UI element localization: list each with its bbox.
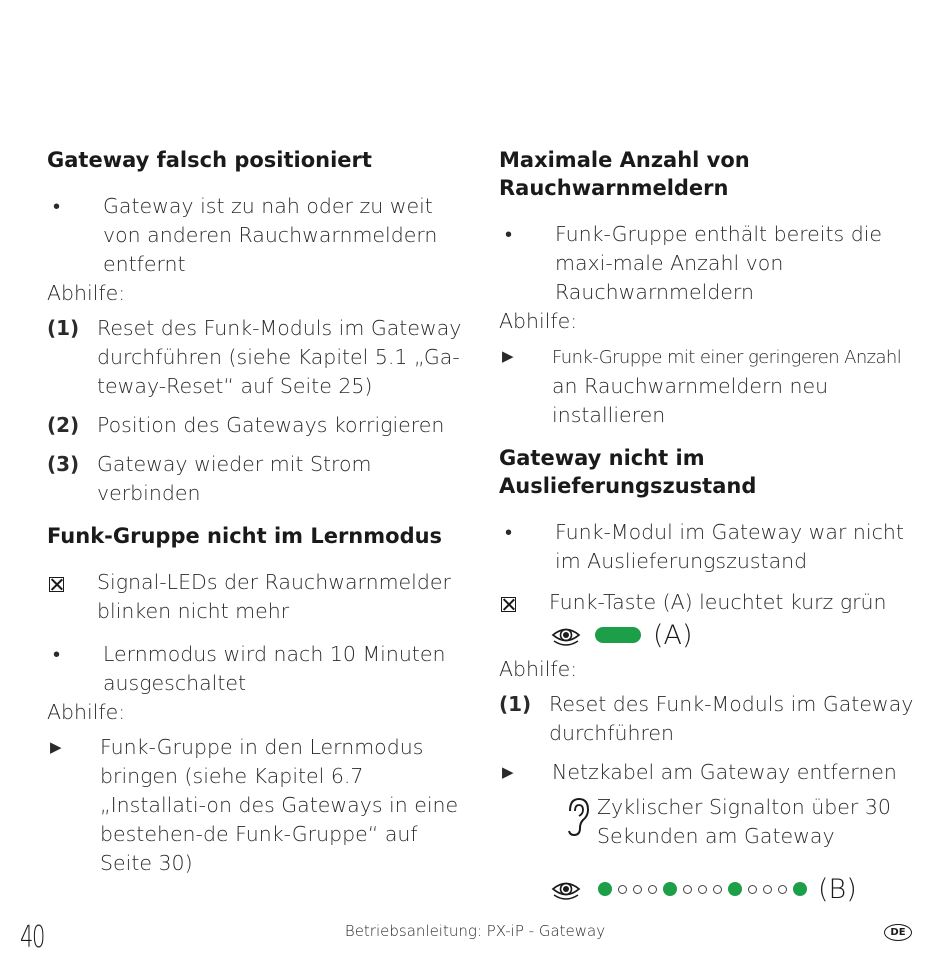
section-title-wrong-position: Gateway falsch positioniert: [47, 148, 372, 172]
list-item: • Lernmodus wird nach 10 Minuten ausgeschaltet: [47, 640, 467, 698]
remedy-label: Abhilfe:: [47, 700, 126, 724]
step-item: (3) Gateway wieder mit Strom verbinden: [47, 452, 372, 505]
checkbox-x-icon: [501, 597, 516, 612]
page-number: 40: [20, 920, 44, 955]
remedy-label: Abhilfe:: [499, 657, 578, 681]
action-item: ▶ Netzkabel am Gateway entfernen: [499, 758, 919, 787]
eye-icon: [551, 877, 581, 901]
triangle-right-icon: ▶: [502, 763, 514, 781]
led-blink-pattern-icon: [595, 882, 810, 896]
list-item: Funk-Taste (A) leuchtet kurz grün: [499, 588, 919, 617]
section-title-max-count: Maximale Anzahl von Rauchwarnmeldern: [499, 148, 750, 200]
step-item: (2) Position des Gateways korrigieren: [47, 413, 445, 437]
list-item: • Funk-Modul im Gateway war nicht im Auslieferungszustand: [499, 518, 919, 576]
bullet-icon: •: [505, 520, 513, 544]
bullet-icon: •: [53, 642, 61, 666]
bullet-icon: •: [505, 222, 513, 246]
list-item: • Gateway ist zu nah oder zu weit von anderen Rauchwarnmeldern entfernt: [47, 192, 467, 279]
step-item: (1) Reset des Funk-Moduls im Gateway durchführen: [499, 692, 914, 745]
remedy-label: Abhilfe:: [499, 309, 578, 333]
bullet-icon: •: [53, 194, 61, 218]
led-indicator-b: (B): [551, 871, 919, 907]
list-item: • Funk-Gruppe enthält bereits die maxi-male Anzahl von Rauchwarnmeldern: [499, 220, 919, 307]
triangle-right-icon: ▶: [50, 738, 62, 756]
eye-icon: [551, 623, 581, 647]
section-title-not-factory: Gateway nicht im Auslieferungszustand: [499, 446, 757, 498]
left-column: [47, 146, 467, 878]
step-item: (1) Reset des Funk-Moduls im Gateway durchführen (siehe Kapitel 5.1 „Ga-teway-Reset“ auf Seite 25): [47, 316, 462, 398]
sound-signal-note: Zyklischer Signalton über 30 Sekunden am Gateway: [557, 793, 919, 851]
action-item: ▶ Funk-Gruppe mit einer geringeren Anzahl an Rauchwarnmeldern neu installieren: [499, 342, 919, 430]
language-badge: DE: [884, 924, 912, 941]
footer-title: Betriebsanleitung: PX-iP - Gateway: [344, 922, 606, 940]
led-indicator-a: (A): [551, 617, 919, 653]
checkbox-x-icon: [49, 577, 64, 592]
right-column: [499, 146, 919, 907]
page-footer: [0, 918, 950, 955]
section-title-learn-mode: Funk-Gruppe nicht im Lernmodus: [47, 524, 443, 548]
remedy-label: Abhilfe:: [47, 281, 126, 305]
list-item: Signal-LEDs der Rauchwarnmelder blinken nicht mehr: [47, 568, 467, 626]
ear-icon: [557, 793, 597, 839]
action-item: ▶ Funk-Gruppe in den Lernmodus bringen (siehe Kapitel 6.7 „Installati-on des Gateways in eine bestehen-de Funk-Gruppe“ auf Seite 30): [47, 733, 467, 878]
triangle-right-icon: ▶: [502, 347, 514, 365]
led-green-bar-icon: [595, 627, 641, 643]
